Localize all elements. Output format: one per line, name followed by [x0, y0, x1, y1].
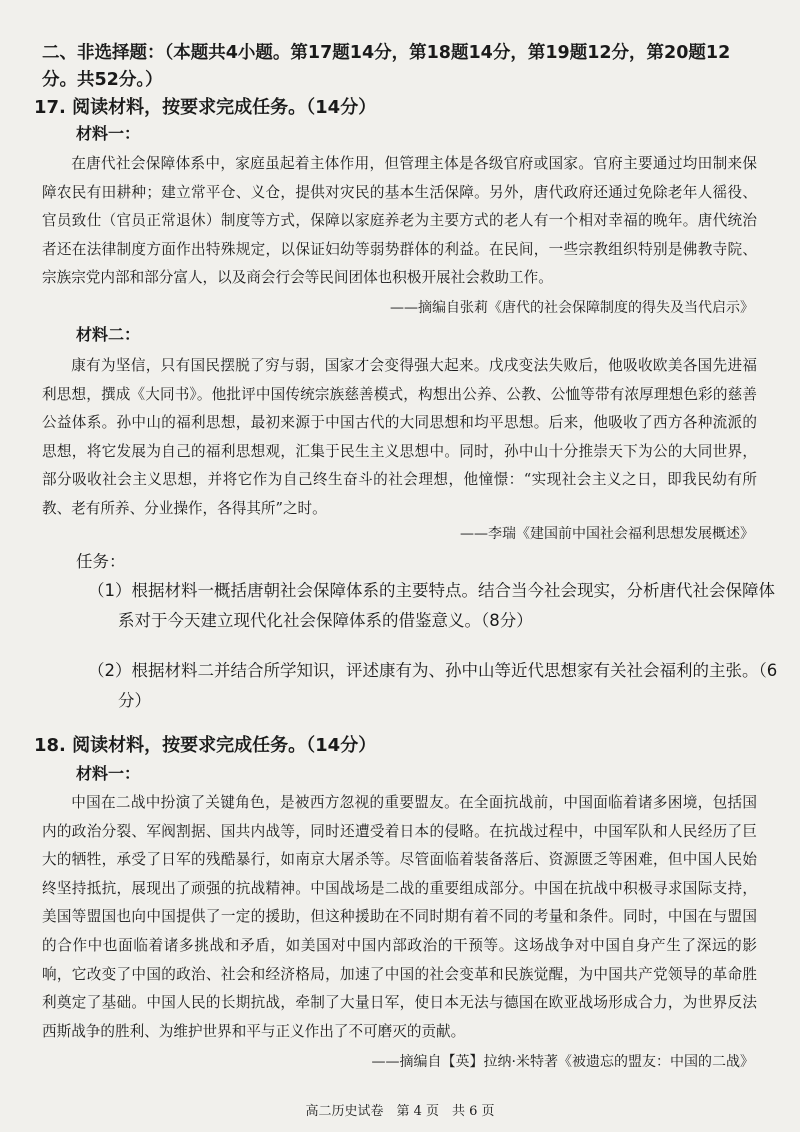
q17-task-1: （1）根据材料一概括唐朝社会保障体系的主要特点。结合当今社会现实，分析唐代社会保障体系对于今天建立现代化社会保障体系的借鉴意义。（8分） — [88, 581, 775, 630]
q17-material2-label: 材料二： — [76, 325, 141, 344]
q17-material1-label: 材料一： — [76, 124, 141, 143]
q18-material1-text: 中国在二战中扮演了关键角色，是被西方忽视的重要盟友。在全面抗战前，中国面临着诸多困境，包括国内的政治分裂、军阀割据、国共内战等，同时还遭受着日本的侵略。在抗战过程中，中国军队和人民经历了巨大的牺牲，承受了日军的残酷暴行，如南京大屠杀等。尽管面临着装备落后、资源匮乏等困难，但中国人民始终坚持抵抗，展现出了顽强的抗战精神。中国战场是二战的重要组成部分。中国在抗战中积极寻求国际支持，美国等盟国也向中国提供了一定的援助，但这种援助在不同时期有着不同的考量和条件。同时，中国在与盟国的合作中也面临着诸多挑战和矛盾，如美国对中国内部政治的干预等。这场战争对中国自身产生了深远的影响，它改变了中国的政治、社会和经济格局，加速了中国的社会变革和民族觉醒，为中国共产党领导的革命胜利奠定了基础。中国人民的长期抗战，牵制了大量日军，使日本无法与德国在欧亚战场形成合力，为世界反法西斯战争的胜利、为维护世界和平与正义作出了不可磨灭的贡献。 — [42, 794, 757, 1040]
q17-material2-text: 康有为坚信，只有国民摆脱了穷与弱，国家才会变得强大起来。戊戌变法失败后，他吸收欧美各国先进福利思想，撰成《大同书》。他批评中国传统宗族慈善模式，构想出公养、公教、公恤等带有浓厚理想色彩的慈善公益体系。孙中山的福利思想，最初来源于中国古代的大同思想和均平思想。后来，他吸收了西方各种流派的思想，将它发展为自己的福利思想观，汇集于民生主义思想中。同时，孙中山十分推崇天下为公的大同世界，部分吸收社会主义思想，并将它作为自己终生奋斗的社会理想，他憧憬：“实现社会主义之日，即我民幼有所教、老有所养、分业操作，各得其所”之时。 — [42, 357, 757, 517]
q18-material1-label: 材料一： — [76, 764, 141, 783]
q17-material2-source: ——李瑞《建国前中国社会福利思想发展概述》 — [460, 526, 754, 542]
q17-material1-text: 在唐代社会保障体系中，家庭虽起着主体作用，但管理主体是各级官府或国家。官府主要通过均田制来保障农民有田耕种；建立常平仓、义仓，提供对灾民的基本生活保障。另外，唐代政府还通过免除老年人徭役、官员致仕（官员正常退休）制度等方式，保障以家庭养老为主要方式的老人有一个相对幸福的晚年。唐代统治者还在法律制度方面作出特殊规定，以保证妇幼等弱势群体的利益。在民间，一些宗教组织特别是佛教寺院、宗族宗党内部和部分富人，以及商会行会等民间团体也积极开展社会救助工作。 — [42, 155, 757, 287]
section-header: 二、非选择题：（本题共4小题。第17题14分，第18题14分，第19题12分，第20题12分。共52分。） — [42, 43, 731, 90]
q18-material1-source: ——摘编自【英】拉纳·米特著《被遗忘的盟友：中国的二战》 — [371, 1054, 754, 1070]
question-18-title: 18. 阅读材料，按要求完成任务。（14分） — [34, 735, 377, 756]
q17-task-2: （2）根据材料二并结合所学知识，评述康有为、孙中山等近代思想家有关社会福利的主张。（6分） — [88, 661, 778, 710]
q17-task-label: 任务： — [76, 552, 126, 571]
page-footer: 高二历史试卷 第 4 页 共 6 页 — [305, 1104, 495, 1119]
q17-material1-source: ——摘编自张莉《唐代的社会保障制度的得失及当代启示》 — [390, 300, 754, 316]
question-17-title: 17. 阅读材料，按要求完成任务。（14分） — [34, 97, 377, 118]
